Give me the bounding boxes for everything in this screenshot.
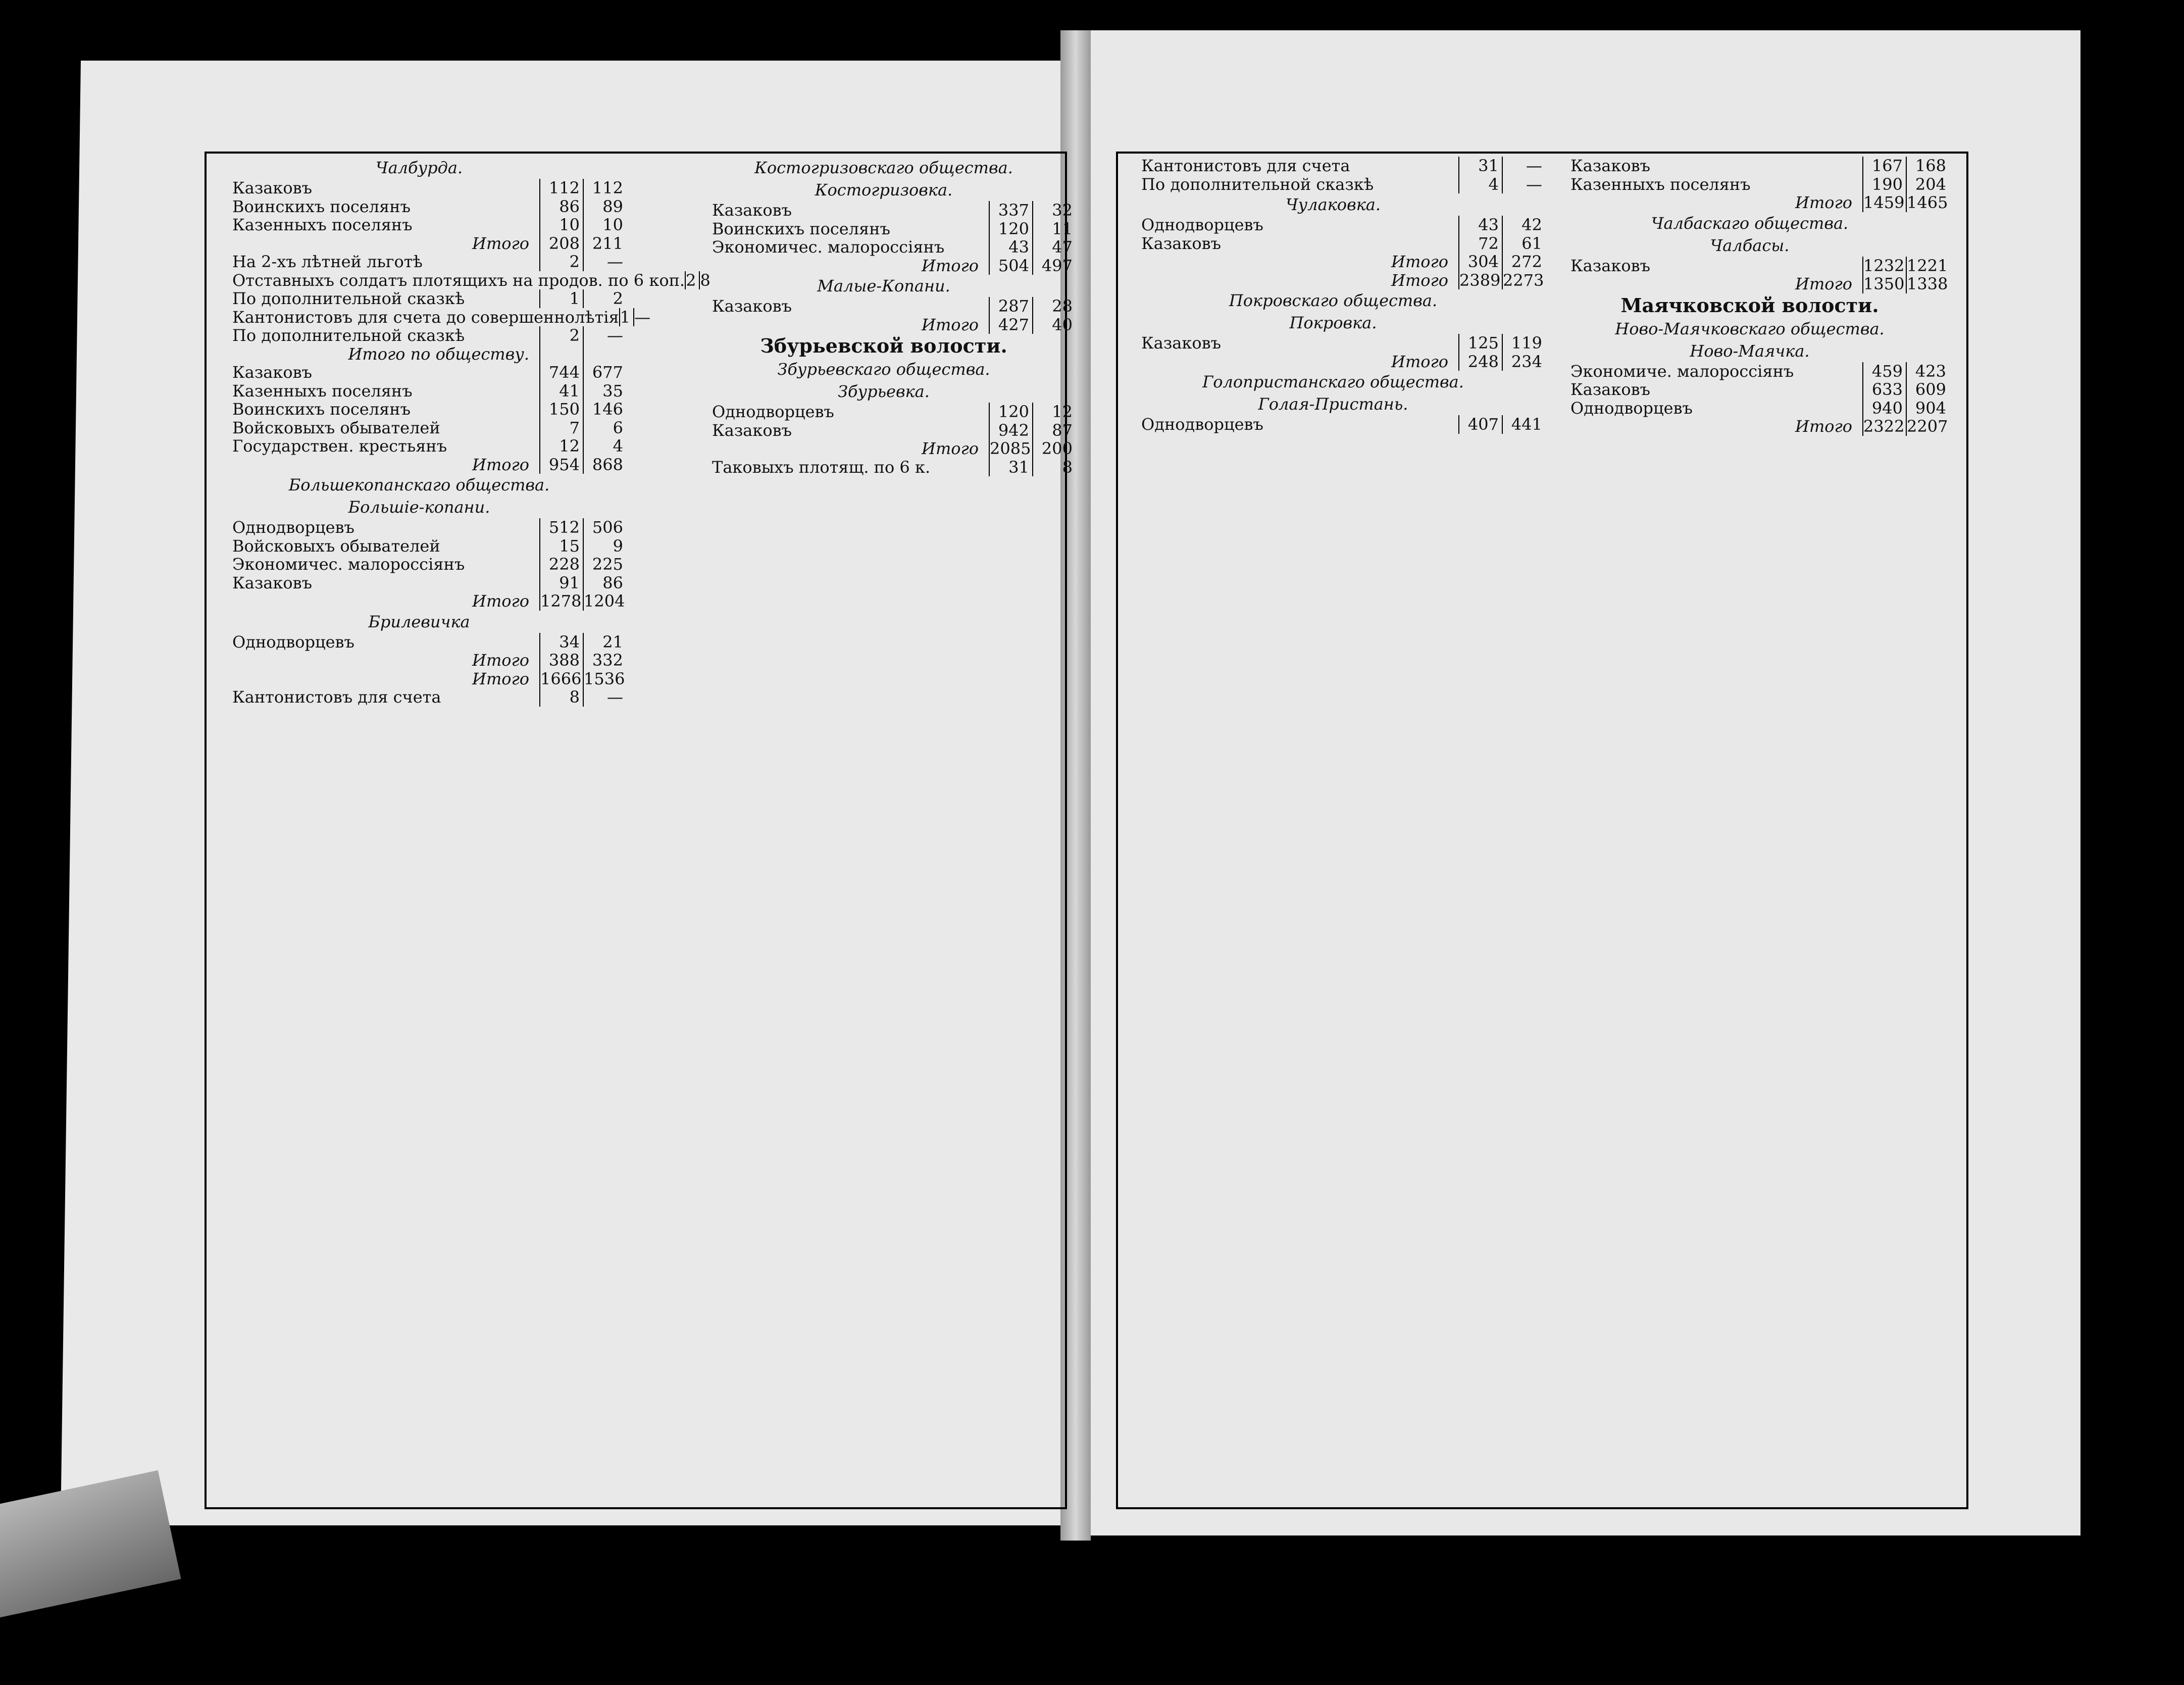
- female-count: 2207: [1906, 417, 1949, 436]
- table-row: [212, 419, 626, 437]
- table-row: [1550, 275, 1949, 293]
- female-count: —: [1502, 157, 1545, 175]
- table-row: [1550, 257, 1949, 275]
- column-3: [1121, 157, 1545, 434]
- male-count: 4: [1458, 175, 1502, 194]
- row-label: Итого: [922, 439, 979, 458]
- male-count: 7: [539, 419, 583, 437]
- table-row: [212, 197, 626, 216]
- female-count: 112: [583, 179, 626, 197]
- row-label: Кантонистовъ для счета до совершеннолѣтія: [232, 307, 619, 327]
- female-count: 119: [1502, 334, 1545, 353]
- male-count: 120: [989, 220, 1032, 238]
- male-count: 744: [539, 363, 583, 382]
- table-row: [692, 439, 1076, 458]
- table-row: [212, 688, 626, 707]
- row-label: Воинскихъ поселянъ: [232, 400, 411, 419]
- female-count: 1221: [1906, 257, 1949, 275]
- male-count: 150: [539, 400, 583, 419]
- row-label: Казаковъ: [712, 296, 792, 316]
- row-label: Итого по обществу.: [348, 344, 529, 364]
- table-row: [212, 592, 626, 611]
- male-count: 15: [539, 537, 583, 556]
- male-count: 208: [539, 234, 583, 253]
- row-label: Однодворцевъ: [232, 518, 354, 537]
- male-count: 407: [1458, 415, 1502, 434]
- table-row: [1121, 334, 1545, 353]
- table-row: [212, 363, 626, 382]
- row-label: Казаковъ: [232, 363, 313, 382]
- volost-heading: Маячковской волости.: [1620, 293, 1879, 317]
- row-label: Казаковъ: [1141, 333, 1222, 353]
- section-heading: Костогризовскаго общества.: [754, 158, 1013, 177]
- male-count: 10: [539, 216, 583, 234]
- female-count: 234: [1502, 353, 1545, 371]
- row-label: Итого: [1391, 352, 1448, 371]
- row-label: Казаковъ: [232, 178, 313, 197]
- male-count: 1278: [539, 592, 583, 611]
- female-count: 677: [583, 363, 626, 382]
- female-count: 4: [583, 437, 626, 456]
- row-label: Казаковъ: [712, 201, 792, 220]
- male-count: 43: [989, 238, 1032, 257]
- male-count: 8: [539, 688, 583, 707]
- female-count: 200: [1032, 439, 1076, 458]
- table-row: [212, 670, 626, 688]
- male-count: 120: [989, 403, 1032, 421]
- section-heading: Ново-Маячковскаго общества.: [1615, 319, 1885, 338]
- female-count: 609: [1906, 380, 1949, 399]
- table-row: [212, 518, 626, 537]
- male-count: 167: [1862, 157, 1906, 175]
- male-count: 125: [1458, 334, 1502, 353]
- male-count: 459: [1862, 362, 1906, 381]
- female-count: 225: [583, 555, 626, 574]
- table-row: [1550, 417, 1949, 436]
- row-label: Казаковъ: [1570, 380, 1651, 399]
- row-label: Итого: [1795, 193, 1852, 212]
- table-row: [212, 216, 626, 234]
- male-count: 31: [1458, 157, 1502, 175]
- male-count: 31: [989, 458, 1032, 477]
- row-label: Казаковъ: [232, 573, 313, 592]
- table-row: [1550, 193, 1949, 212]
- section-heading: Чалбасы.: [1710, 235, 1790, 255]
- row-label: Итого: [472, 455, 529, 474]
- female-count: 1338: [1906, 275, 1949, 293]
- female-count: 2: [583, 289, 626, 308]
- row-label: По дополнительной сказкѣ: [232, 326, 465, 345]
- row-label: Казаковъ: [1141, 233, 1222, 253]
- row-label: Экономичес. малороссіянъ: [712, 237, 945, 257]
- row-label: Итого: [1795, 417, 1852, 436]
- row-label: Государствен. крестьянъ: [232, 436, 447, 456]
- table-row: [212, 437, 626, 456]
- female-count: —: [583, 688, 626, 707]
- table-row: [212, 234, 626, 253]
- table-row: [692, 220, 1076, 238]
- table-row: [212, 179, 626, 197]
- female-count: 10: [583, 216, 626, 234]
- female-count: 47: [1032, 238, 1076, 257]
- row-label: По дополнительной сказкѣ: [232, 289, 465, 308]
- female-count: —: [1502, 175, 1545, 194]
- female-count: 868: [583, 456, 626, 474]
- table-row: [1550, 157, 1949, 175]
- table-row: [212, 555, 626, 574]
- female-count: 146: [583, 400, 626, 419]
- row-label: На 2-хъ лѣтней льготѣ: [232, 252, 423, 271]
- section-heading: Збурьевка.: [838, 382, 930, 401]
- row-label: Итого: [1391, 270, 1448, 290]
- male-count: 304: [1458, 253, 1502, 271]
- row-label: Экономиче. малороссіянъ: [1570, 361, 1794, 381]
- row-label: Воинскихъ поселянъ: [232, 196, 411, 216]
- male-count: 72: [1458, 234, 1502, 253]
- row-label: Войсковыхъ обывателей: [232, 418, 440, 437]
- section-heading: Костогризовка.: [815, 180, 953, 200]
- female-count: 32: [1032, 201, 1076, 220]
- table-row: [1550, 175, 1949, 194]
- table-row: [692, 458, 1076, 477]
- female-count: 2273: [1502, 271, 1545, 290]
- male-count: 2085: [989, 439, 1032, 458]
- table-row: [212, 456, 626, 474]
- row-label: Однодворцевъ: [1570, 398, 1693, 418]
- table-row: [212, 253, 626, 271]
- female-count: 11: [1032, 220, 1076, 238]
- row-label: Казенныхъ поселянъ: [232, 215, 413, 234]
- table-row: [1121, 415, 1545, 434]
- row-label: Кантонистовъ для счета: [1141, 156, 1350, 175]
- female-count: 8: [699, 271, 713, 290]
- book-spine-edge: [0, 1470, 181, 1621]
- table-row: [1550, 362, 1949, 381]
- female-count: 12: [1032, 403, 1076, 421]
- female-count: 211: [583, 234, 626, 253]
- table-row: [212, 307, 651, 327]
- male-count: 942: [989, 421, 1032, 440]
- male-count: 112: [539, 179, 583, 197]
- row-label: Кантонистовъ для счета: [232, 687, 441, 707]
- male-count: 43: [1458, 216, 1502, 234]
- male-count: 1459: [1862, 193, 1906, 212]
- male-count: 2322: [1862, 417, 1906, 436]
- row-label: Казенныхъ поселянъ: [232, 381, 413, 401]
- female-count: —: [583, 253, 626, 271]
- female-count: 497: [1032, 257, 1076, 275]
- male-count: 190: [1862, 175, 1906, 194]
- row-label: Войсковыхъ обывателей: [232, 536, 440, 556]
- female-count: 506: [583, 518, 626, 537]
- row-label: Итого: [922, 315, 979, 334]
- female-count: 6: [583, 419, 626, 437]
- female-count: 272: [1502, 253, 1545, 271]
- table-row: [1121, 234, 1545, 253]
- female-count: —: [633, 308, 653, 327]
- table-row: [1121, 157, 1545, 175]
- male-count: 2: [685, 271, 699, 290]
- table-row: [1121, 271, 1545, 290]
- male-count: 512: [539, 518, 583, 537]
- section-heading: Голопристанскаго общества.: [1202, 372, 1464, 391]
- male-count: 12: [539, 437, 583, 456]
- row-label: Отставныхъ солдатъ плотящихъ на продов. по 6 коп.: [232, 270, 685, 290]
- male-count: 633: [1862, 380, 1906, 399]
- female-count: [583, 345, 626, 364]
- table-row: [212, 289, 626, 308]
- male-count: 1350: [1862, 275, 1906, 293]
- table-row: [212, 382, 626, 401]
- female-count: 904: [1906, 399, 1949, 418]
- open-book: [61, 30, 2080, 1561]
- table-row: [692, 316, 1076, 334]
- table-row: [212, 345, 626, 364]
- row-label: Итого: [922, 256, 979, 275]
- table-row: [212, 574, 626, 592]
- row-label: Казаковъ: [1570, 256, 1651, 275]
- female-count: 1536: [583, 670, 626, 688]
- male-count: 1666: [539, 670, 583, 688]
- male-count: 940: [1862, 399, 1906, 418]
- table-row: [212, 633, 626, 652]
- table-row: [1121, 253, 1545, 271]
- table-row: [692, 403, 1076, 421]
- male-count: 91: [539, 574, 583, 592]
- female-count: 204: [1906, 175, 1949, 194]
- section-heading: Малые-Копани.: [817, 276, 950, 295]
- row-label: Однодворцевъ: [712, 402, 834, 421]
- row-label: Итого: [1391, 252, 1448, 271]
- row-label: Итого: [472, 669, 529, 688]
- table-row: [212, 651, 626, 670]
- row-label: Однодворцевъ: [1141, 415, 1263, 434]
- male-count: 388: [539, 651, 583, 670]
- male-count: 1: [619, 308, 633, 327]
- male-count: 2: [539, 253, 583, 271]
- section-heading: Чалбаскаго общества.: [1651, 213, 1849, 233]
- male-count: 287: [989, 297, 1032, 316]
- male-count: 504: [989, 257, 1032, 275]
- male-count: 337: [989, 201, 1032, 220]
- female-count: 8: [1032, 458, 1076, 477]
- section-heading: Збурьевскаго общества.: [777, 360, 990, 379]
- table-row: [212, 400, 626, 419]
- table-row: [1550, 380, 1949, 399]
- male-count: 1: [539, 289, 583, 308]
- section-heading: Чалбурда.: [375, 158, 463, 177]
- section-heading: Большекопанскаго общества.: [288, 475, 550, 494]
- female-count: 86: [583, 574, 626, 592]
- table-row: [1550, 399, 1949, 418]
- column-4: [1550, 157, 1949, 436]
- section-heading: Покровскаго общества.: [1229, 291, 1438, 310]
- female-count: 441: [1502, 415, 1545, 434]
- male-count: 954: [539, 456, 583, 474]
- table-row: [1121, 216, 1545, 234]
- table-row: [692, 238, 1076, 257]
- section-heading: Брилевичка: [368, 612, 470, 631]
- table-row: [1121, 353, 1545, 371]
- female-count: 423: [1906, 362, 1949, 381]
- female-count: 168: [1906, 157, 1949, 175]
- column-1: [212, 157, 710, 707]
- table-row: [692, 421, 1076, 440]
- female-count: 61: [1502, 234, 1545, 253]
- section-heading: Большіе-копани.: [348, 498, 490, 517]
- row-label: Итого: [472, 651, 529, 670]
- male-count: 2: [539, 326, 583, 345]
- female-count: 89: [583, 197, 626, 216]
- table-row: [692, 201, 1076, 220]
- male-count: 427: [989, 316, 1032, 334]
- female-count: 42: [1502, 216, 1545, 234]
- male-count: 228: [539, 555, 583, 574]
- table-row: [212, 326, 626, 345]
- row-label: Итого: [1795, 274, 1852, 293]
- section-heading: Голая-Пристань.: [1258, 394, 1408, 414]
- male-count: 1232: [1862, 257, 1906, 275]
- row-label: По дополнительной сказкѣ: [1141, 174, 1374, 194]
- female-count: 332: [583, 651, 626, 670]
- row-label: Казенныхъ поселянъ: [1570, 174, 1751, 194]
- row-label: Таковыхъ плотящ. по 6 к.: [712, 457, 931, 477]
- table-row: [212, 537, 626, 556]
- row-label: Итого: [472, 233, 529, 253]
- row-label: Итого: [472, 591, 529, 611]
- female-count: 9: [583, 537, 626, 556]
- table-row: [692, 297, 1076, 316]
- male-count: 248: [1458, 353, 1502, 371]
- male-count: 41: [539, 382, 583, 401]
- female-count: 21: [583, 633, 626, 652]
- section-heading: Чулаковка.: [1285, 195, 1381, 214]
- female-count: —: [583, 326, 626, 345]
- row-label: Казаковъ: [712, 420, 792, 440]
- female-count: 35: [583, 382, 626, 401]
- row-label: Экономичес. малороссіянъ: [232, 555, 465, 574]
- section-heading: Ново-Маячка.: [1690, 341, 1810, 361]
- row-label: Однодворцевъ: [232, 632, 354, 652]
- section-heading: Покровка.: [1289, 313, 1377, 332]
- table-row: [1121, 175, 1545, 194]
- male-count: [539, 345, 583, 364]
- male-count: 2389: [1458, 271, 1502, 290]
- row-label: Однодворцевъ: [1141, 215, 1263, 234]
- row-label: Казаковъ: [1570, 156, 1651, 175]
- female-count: 40: [1032, 316, 1076, 334]
- row-label: Воинскихъ поселянъ: [712, 219, 890, 238]
- female-count: 28: [1032, 297, 1076, 316]
- female-count: 1465: [1906, 193, 1949, 212]
- volost-heading: Збурьевской волости.: [760, 334, 1007, 357]
- female-count: 87: [1032, 421, 1076, 440]
- male-count: 86: [539, 197, 583, 216]
- table-row: [212, 270, 710, 290]
- table-row: [692, 257, 1076, 275]
- column-2: [692, 157, 1076, 476]
- male-count: 34: [539, 633, 583, 652]
- female-count: 1204: [583, 592, 626, 611]
